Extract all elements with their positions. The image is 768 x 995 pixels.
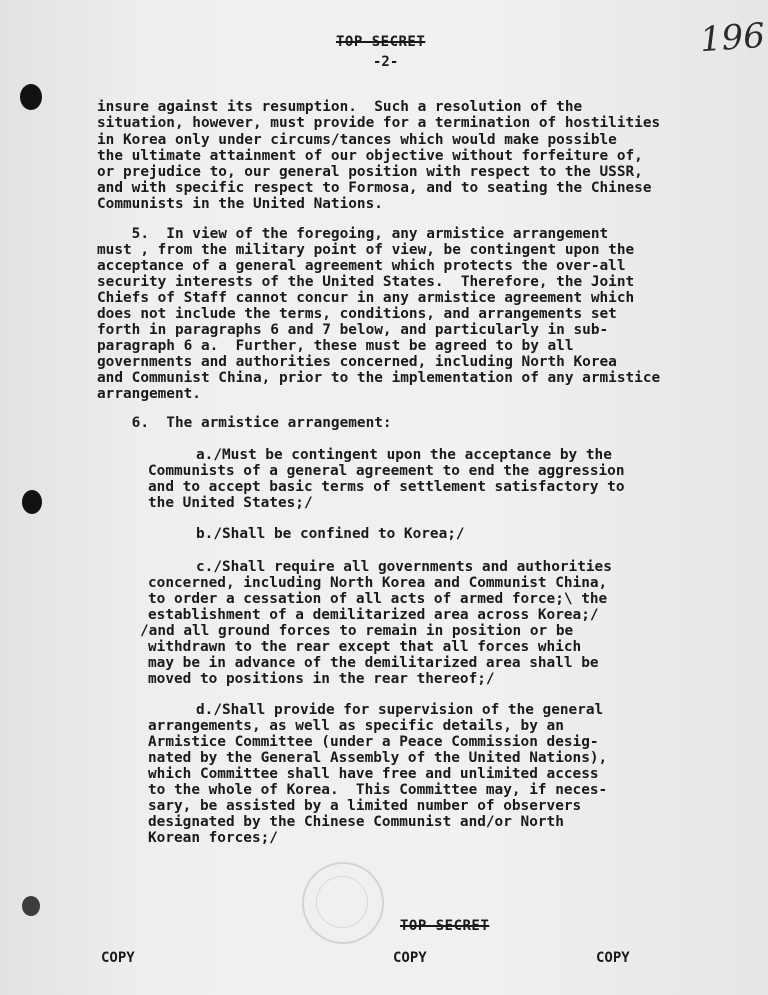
body-line: and with specific respect to Formosa, and to seating the Chinese bbox=[97, 180, 652, 196]
punch-hole-middle bbox=[22, 490, 42, 514]
body-line: designated by the Chinese Communist and/or North bbox=[148, 814, 564, 830]
body-line: which Committee shall have free and unlimited access bbox=[148, 766, 599, 782]
body-line: moved to positions in the rear thereof;/ bbox=[148, 671, 495, 687]
body-line: forth in paragraphs 6 and 7 below, and particularly in sub- bbox=[97, 322, 609, 338]
body-line: must , from the military point of view, be contingent upon the bbox=[97, 242, 635, 258]
body-line: Armistice Committee (under a Peace Commission desig- bbox=[148, 734, 599, 750]
body-line: the United States;/ bbox=[148, 495, 313, 511]
body-line: does not include the terms, conditions, and arrangements set bbox=[97, 306, 617, 322]
body-line: withdrawn to the rear except that all forces which bbox=[148, 639, 582, 655]
body-line: and to accept basic terms of settlement satisfactory to bbox=[148, 479, 625, 495]
subparagraph-c: c./Shall require all governments and authorities bbox=[196, 559, 612, 575]
body-line: arrangement. bbox=[97, 386, 201, 402]
body-line: to order a cessation of all acts of armed force;\ the bbox=[148, 591, 608, 607]
archive-stamp-inner-ring bbox=[316, 876, 368, 928]
page-number: -2- bbox=[373, 54, 399, 70]
body-line: Communists in the United Nations. bbox=[97, 196, 383, 212]
body-line: may be in advance of the demilitarized area shall be bbox=[148, 655, 599, 671]
body-line: the ultimate attainment of our objective without forfeiture of, bbox=[97, 148, 643, 164]
footer-classification: TOP SECRET bbox=[400, 918, 490, 934]
body-line: to the whole of Korea. This Committee may, if neces- bbox=[148, 782, 608, 798]
body-line: Communists of a general agreement to end the aggression bbox=[148, 463, 625, 479]
body-line: concerned, including North Korea and Communist China, bbox=[148, 575, 608, 591]
copy-label-center: COPY bbox=[393, 950, 427, 966]
body-line: arrangements, as well as specific details, by an bbox=[148, 718, 564, 734]
body-line: sary, be assisted by a limited number of observers bbox=[148, 798, 582, 814]
punch-hole-top bbox=[20, 84, 42, 110]
body-line: in Korea only under circums/tances which would make possible bbox=[97, 132, 617, 148]
copy-label-left: COPY bbox=[101, 950, 135, 966]
body-line: insure against its resumption. Such a resolution of the bbox=[97, 99, 583, 115]
subparagraph-b: b./Shall be confined to Korea;/ bbox=[196, 526, 465, 542]
body-line: and Communist China, prior to the implementation of any armistice bbox=[97, 370, 661, 386]
subparagraph-d: d./Shall provide for supervision of the general bbox=[196, 702, 604, 718]
body-line: establishment of a demilitarized area across Korea;/ bbox=[148, 607, 599, 623]
section-heading: 6. The armistice arrangement: bbox=[97, 415, 392, 431]
body-line: or prejudice to, our general position with respect to the USSR, bbox=[97, 164, 643, 180]
copy-label-right: COPY bbox=[596, 950, 630, 966]
subparagraph-a: a./Must be contingent upon the acceptance by the bbox=[196, 447, 612, 463]
body-line: /and all ground forces to remain in position or be bbox=[140, 623, 574, 639]
body-line: situation, however, must provide for a termination of hostilities bbox=[97, 115, 661, 131]
body-line: security interests of the United States. Therefore, the Joint bbox=[97, 274, 635, 290]
body-line: Chiefs of Staff cannot concur in any armistice agreement which bbox=[97, 290, 635, 306]
punch-hole-bottom bbox=[22, 896, 40, 916]
body-line: acceptance of a general agreement which protects the over-all bbox=[97, 258, 626, 274]
folio-number: 196 bbox=[698, 15, 767, 61]
body-line: Korean forces;/ bbox=[148, 830, 278, 846]
body-line: 5. In view of the foregoing, any armistice arrangement bbox=[97, 226, 609, 242]
body-line: paragraph 6 a. Further, these must be agreed to by all bbox=[97, 338, 574, 354]
archive-stamp bbox=[302, 862, 384, 944]
body-line: nated by the General Assembly of the United Nations), bbox=[148, 750, 608, 766]
header-classification: TOP SECRET bbox=[336, 34, 426, 50]
body-line: governments and authorities concerned, including North Korea bbox=[97, 354, 617, 370]
